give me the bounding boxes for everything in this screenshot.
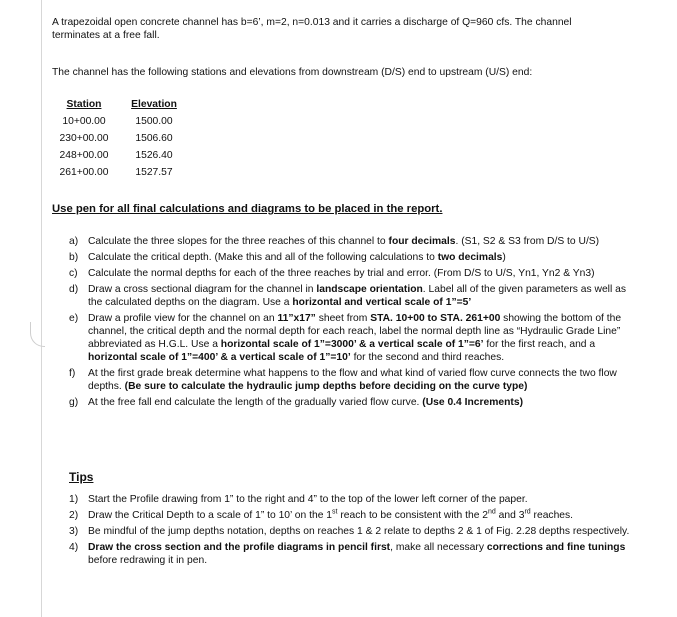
task-marker: g) bbox=[69, 397, 79, 408]
pen-note-heading: Use pen for all final calculations and diagrams to be placed in the report. bbox=[52, 203, 443, 215]
task-c: c) Calculate the normal depths for each of the three reaches by trial and error. (From D/S to U/S, Yn1, Yn2 & Yn3) bbox=[69, 268, 595, 279]
task-list bbox=[69, 235, 639, 412]
task-g: g) At the free fall end calculate the length of the gradually varied flow curve. (Use 0.4 Increments) bbox=[69, 397, 524, 408]
tip-3: 3) Be mindful of the jump depths notation, depths on reaches 1 & 2 relate to depths 2 & 1 of Fig. 2.28 depths respectively. bbox=[69, 526, 630, 537]
task-marker: d) bbox=[69, 284, 79, 295]
tip-marker: 2) bbox=[69, 510, 79, 521]
task-f: f) At the first grade break determine what happens to the flow and what kind of varied flow curve connects the two flow depths. (Be sure to calculate the hydraulic jump depths before deciding on the curve type) bbox=[69, 368, 617, 392]
task-d: d) Draw a cross sectional diagram for the channel in landscape orientation. Label all of the given parameters as well as the calculated depths on the diagram. Use a horizontal and vertical scale of 1”=5’ bbox=[69, 284, 626, 308]
task-marker: c) bbox=[69, 268, 78, 279]
elevation-cell: 1500.00 bbox=[135, 116, 173, 127]
task-marker: a) bbox=[69, 236, 79, 247]
table-row bbox=[55, 164, 187, 181]
tip-1: 1) Start the Profile drawing from 1” to the right and 4” to the top of the lower left corner of the paper. bbox=[69, 494, 528, 505]
page-margin-line bbox=[41, 0, 42, 617]
task-marker: e) bbox=[69, 313, 79, 324]
task-e: e) Draw a profile view for the channel on an 11”x17” sheet from STA. 10+00 to STA. 261+00 showing the bottom of the channel, the critical depth and the normal depth for each reach, label the normal depth line as “Hydraulic Grade Line” abbreviated as H.G.L. Use a horizontal scale of 1”=3000’ & a vertical scale of 1”=6’ for the first reach, and a horizontal scale of 1”=400’ & a vertical scale of 1”=10’ for the second and third reaches. bbox=[69, 313, 622, 363]
task-a: a) Calculate the three slopes for the three reaches of this channel to four decimals. (S1, S2 & S3 from D/S to U/S) bbox=[69, 236, 600, 247]
station-cell: 230+00.00 bbox=[59, 133, 109, 144]
tip-marker: 4) bbox=[69, 542, 79, 553]
elevation-cell: 1527.57 bbox=[135, 167, 173, 178]
intro-line-1: A trapezoidal open concrete channel has b=6’, m=2, n=0.013 and it carries a discharge of Q=960 cfs. The channel bbox=[52, 17, 572, 28]
tips-heading: Tips bbox=[69, 470, 94, 484]
table-row bbox=[55, 147, 187, 164]
station-cell: 10+00.00 bbox=[62, 116, 106, 127]
task-b: b) Calculate the critical depth. (Make this and all of the following calculations to two decimals) bbox=[69, 252, 506, 263]
station-header: Station bbox=[66, 99, 102, 110]
stations-intro: The channel has the following stations and elevations from downstream (D/S) end to upstream (U/S) end: bbox=[52, 67, 533, 78]
task-marker: f) bbox=[69, 368, 76, 379]
tip-4: 4) Draw the cross section and the profile diagrams in pencil first, make all necessary corrections and fine tunings before redrawing it in pen. bbox=[69, 542, 626, 566]
task-marker: b) bbox=[69, 252, 79, 263]
table-row bbox=[55, 130, 187, 147]
tips-list bbox=[69, 493, 639, 570]
elevation-cell: 1526.40 bbox=[135, 150, 173, 161]
tip-marker: 3) bbox=[69, 526, 79, 537]
page-margin-curve bbox=[30, 322, 45, 347]
intro-line-2: terminates at a free fall. bbox=[52, 30, 160, 41]
tip-marker: 1) bbox=[69, 494, 79, 505]
station-cell: 261+00.00 bbox=[59, 167, 109, 178]
table-row bbox=[55, 113, 187, 130]
stations-table bbox=[55, 96, 187, 181]
problem-statement bbox=[52, 16, 612, 42]
station-cell: 248+00.00 bbox=[59, 150, 109, 161]
elevation-cell: 1506.60 bbox=[135, 133, 173, 144]
table-header-row bbox=[55, 96, 187, 113]
elevation-header: Elevation bbox=[131, 99, 177, 110]
tip-2: 2) Draw the Critical Depth to a scale of 1” to 10’ on the 1st reach to be consistent with the 2nd and 3rd reaches. bbox=[69, 508, 574, 521]
